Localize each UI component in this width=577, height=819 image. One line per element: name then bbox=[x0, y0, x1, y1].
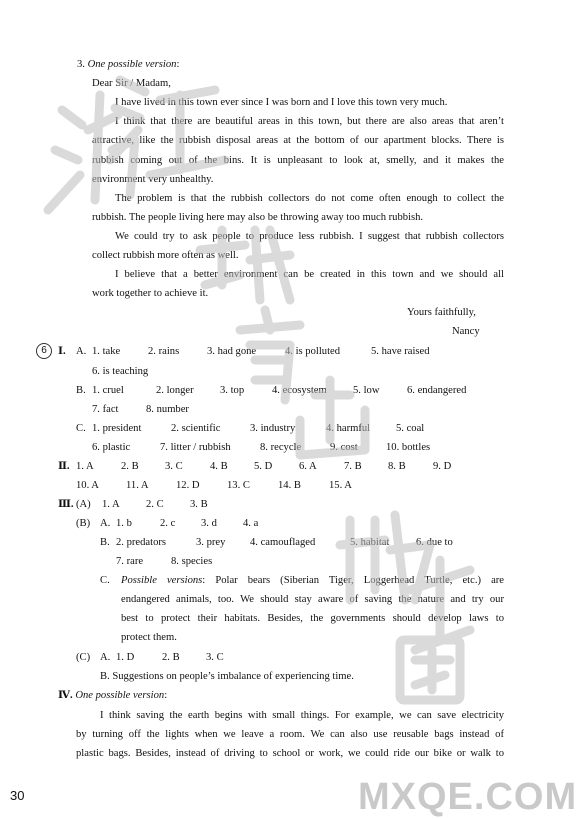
answer-item: 5. coal bbox=[396, 423, 425, 434]
letter-paragraph-line: environment very unhealthy. bbox=[92, 174, 214, 185]
answer-paragraph-line: by turning off the lights when we leave a room. We can also use reusable bags instead of bbox=[76, 729, 504, 740]
answer-item: 3. top bbox=[220, 385, 245, 396]
answer-item: 7. litter / rubbish bbox=[160, 442, 231, 453]
answer-item: 1. take bbox=[92, 346, 121, 357]
answer-item: 6. is teaching bbox=[92, 366, 149, 377]
answer-item: 1. D bbox=[116, 652, 135, 663]
letter-closing: Yours faithfully, bbox=[407, 307, 476, 318]
part-iii-b-c-label: C. bbox=[100, 575, 110, 586]
answer-item: 12. D bbox=[176, 480, 200, 491]
letter-heading: 3. One possible version: bbox=[77, 59, 180, 70]
answer-item: 2. B bbox=[121, 461, 139, 472]
answer-item: 4. B bbox=[210, 461, 228, 472]
letter-paragraph-line: work together to achieve it. bbox=[92, 288, 209, 299]
answer-item: 2. scientific bbox=[171, 423, 221, 434]
answer-item: 2. B bbox=[162, 652, 180, 663]
part-iii-b-label: (B) bbox=[76, 518, 91, 529]
answer-item: 3. industry bbox=[250, 423, 296, 434]
answer-item: 5. D bbox=[254, 461, 273, 472]
answer-item: 1. cruel bbox=[92, 385, 124, 396]
letter-paragraph-line: I think that there are beautiful areas in this town, but there are also areas that aren’t bbox=[115, 116, 504, 127]
answer-item: 7. fact bbox=[92, 404, 119, 415]
answer-item: 7. rare bbox=[116, 556, 144, 567]
part-iv-heading-text: One possible version bbox=[75, 690, 165, 701]
answer-item: 7. B bbox=[344, 461, 362, 472]
answer-item: 4. ecosystem bbox=[272, 385, 327, 396]
site-watermark: MXQE.COM bbox=[358, 776, 577, 818]
answer-item: 4. camouflaged bbox=[250, 537, 316, 548]
letter-signature: Nancy bbox=[452, 326, 480, 337]
answer-item: 3. d bbox=[201, 518, 217, 529]
answer-paragraph-line: protect them. bbox=[121, 632, 177, 643]
answer-item: 9. cost bbox=[330, 442, 358, 453]
answer-item: 2. C bbox=[146, 499, 164, 510]
answer-item: 2. rains bbox=[148, 346, 180, 357]
answer-item: 3. had gone bbox=[207, 346, 257, 357]
part-i-b-label: B. bbox=[76, 385, 86, 396]
answer-item: 1. president bbox=[92, 423, 142, 434]
letter-paragraph-line: I believe that a better environment can be created in this town and we should all bbox=[115, 269, 504, 280]
answer-item: 5. habitat bbox=[350, 537, 390, 548]
part-i-label: Ⅰ. bbox=[58, 346, 66, 357]
answer-item: 4. harmful bbox=[326, 423, 371, 434]
part-iii-a-label: (A) bbox=[76, 499, 91, 510]
answer-item: 3. C bbox=[165, 461, 183, 472]
answer-item: 2. predators bbox=[116, 537, 167, 548]
part-i-a-label: A. bbox=[76, 346, 87, 357]
answer-item: 5. have raised bbox=[371, 346, 430, 357]
answer-item: 1. A bbox=[102, 499, 120, 510]
answer-item: 6. plastic bbox=[92, 442, 131, 453]
answer-item: B. Suggestions on people’s imbalance of experiencing time. bbox=[100, 671, 354, 682]
part-i-c-label: C. bbox=[76, 423, 86, 434]
page-number: 30 bbox=[10, 788, 25, 803]
part-iii-b-b-label: B. bbox=[100, 537, 110, 548]
part-iii-b-a-label: A. bbox=[100, 518, 111, 529]
answer-item: 14. B bbox=[278, 480, 301, 491]
part-ii-label: Ⅱ. bbox=[58, 461, 70, 472]
part-iii-label: Ⅲ. bbox=[58, 499, 74, 510]
answer-item: 8. recycle bbox=[260, 442, 302, 453]
answer-item: 4. a bbox=[243, 518, 259, 529]
answer-item: 6. endangered bbox=[407, 385, 467, 396]
answer-item: 9. D bbox=[433, 461, 452, 472]
answer-item: 15. A bbox=[329, 480, 352, 491]
letter-heading-text: One possible version bbox=[87, 59, 177, 70]
letter-paragraph-line: The problem is that the rubbish collectors do not come often enough to collect the bbox=[115, 193, 504, 204]
answer-paragraph-line: endangered animals, too. We should stay aware of saving the nature and try our bbox=[121, 594, 504, 605]
answer-item: 8. number bbox=[146, 404, 189, 415]
answer-item: 3. B bbox=[190, 499, 208, 510]
answer-item: 11. A bbox=[126, 480, 149, 491]
answer-paragraph-line: best to protect their habitats. Besides, the governments should develop laws to bbox=[121, 613, 504, 624]
letter-paragraph-line: I have lived in this town ever since I was born and I love this town very much. bbox=[115, 97, 448, 108]
answer-item: 2. c bbox=[160, 518, 176, 529]
letter-salutation: Dear Sir / Madam, bbox=[92, 78, 171, 89]
answer-item: 1. b bbox=[116, 518, 132, 529]
answer-paragraph-line: I think saving the earth begins with small things. For example, we can save electricity bbox=[100, 710, 504, 721]
part-iv-label: Ⅳ. bbox=[58, 690, 73, 701]
answer-item: 4. is polluted bbox=[285, 346, 341, 357]
section-number-badge: 6 bbox=[36, 343, 52, 359]
letter-paragraph-line: We could try to ask people to produce less rubbish. I suggest that rubbish collectors bbox=[115, 231, 504, 242]
answer-item: 6. A bbox=[299, 461, 317, 472]
letter-paragraph-line: rubbish coming out of the bins. It is unpleasant to look at, smelly, and it makes the bbox=[92, 155, 504, 166]
answer-item: 10. bottles bbox=[386, 442, 431, 453]
answer-paragraph-line: plastic bags. Besides, instead of driving to school or work, we could ride our bike or walk to bbox=[76, 748, 504, 759]
answer-item: 3. C bbox=[206, 652, 224, 663]
letter-heading-number: 3. bbox=[77, 59, 85, 70]
part-iii-c-a-label: A. bbox=[100, 652, 111, 663]
answer-paragraph-line: Possible versions: Polar bears (Siberian Tiger, Loggerhead Turtle, etc.) are bbox=[121, 575, 505, 586]
answer-item: 8. B bbox=[388, 461, 406, 472]
letter-paragraph-line: collect rubbish more often as well. bbox=[92, 250, 239, 261]
answer-item: 8. species bbox=[171, 556, 213, 567]
letter-paragraph-line: rubbish. The people living here may also be throwing away too much rubbish. bbox=[92, 212, 424, 223]
part-iii-c-label: (C) bbox=[76, 652, 91, 663]
answer-item: 6. due to bbox=[416, 537, 453, 548]
part-iv-heading: Ⅳ. One possible version: bbox=[58, 690, 168, 701]
answer-item: 13. C bbox=[227, 480, 250, 491]
answer-item: 3. prey bbox=[196, 537, 226, 548]
answer-item: 5. low bbox=[353, 385, 380, 396]
letter-paragraph-line: attractive, like the rubbish disposal areas at the bottom of our apartment blocks. There is bbox=[92, 135, 504, 146]
answer-item: 1. A bbox=[76, 461, 94, 472]
answer-item: 10. A bbox=[76, 480, 99, 491]
answer-item: 2. longer bbox=[156, 385, 194, 396]
